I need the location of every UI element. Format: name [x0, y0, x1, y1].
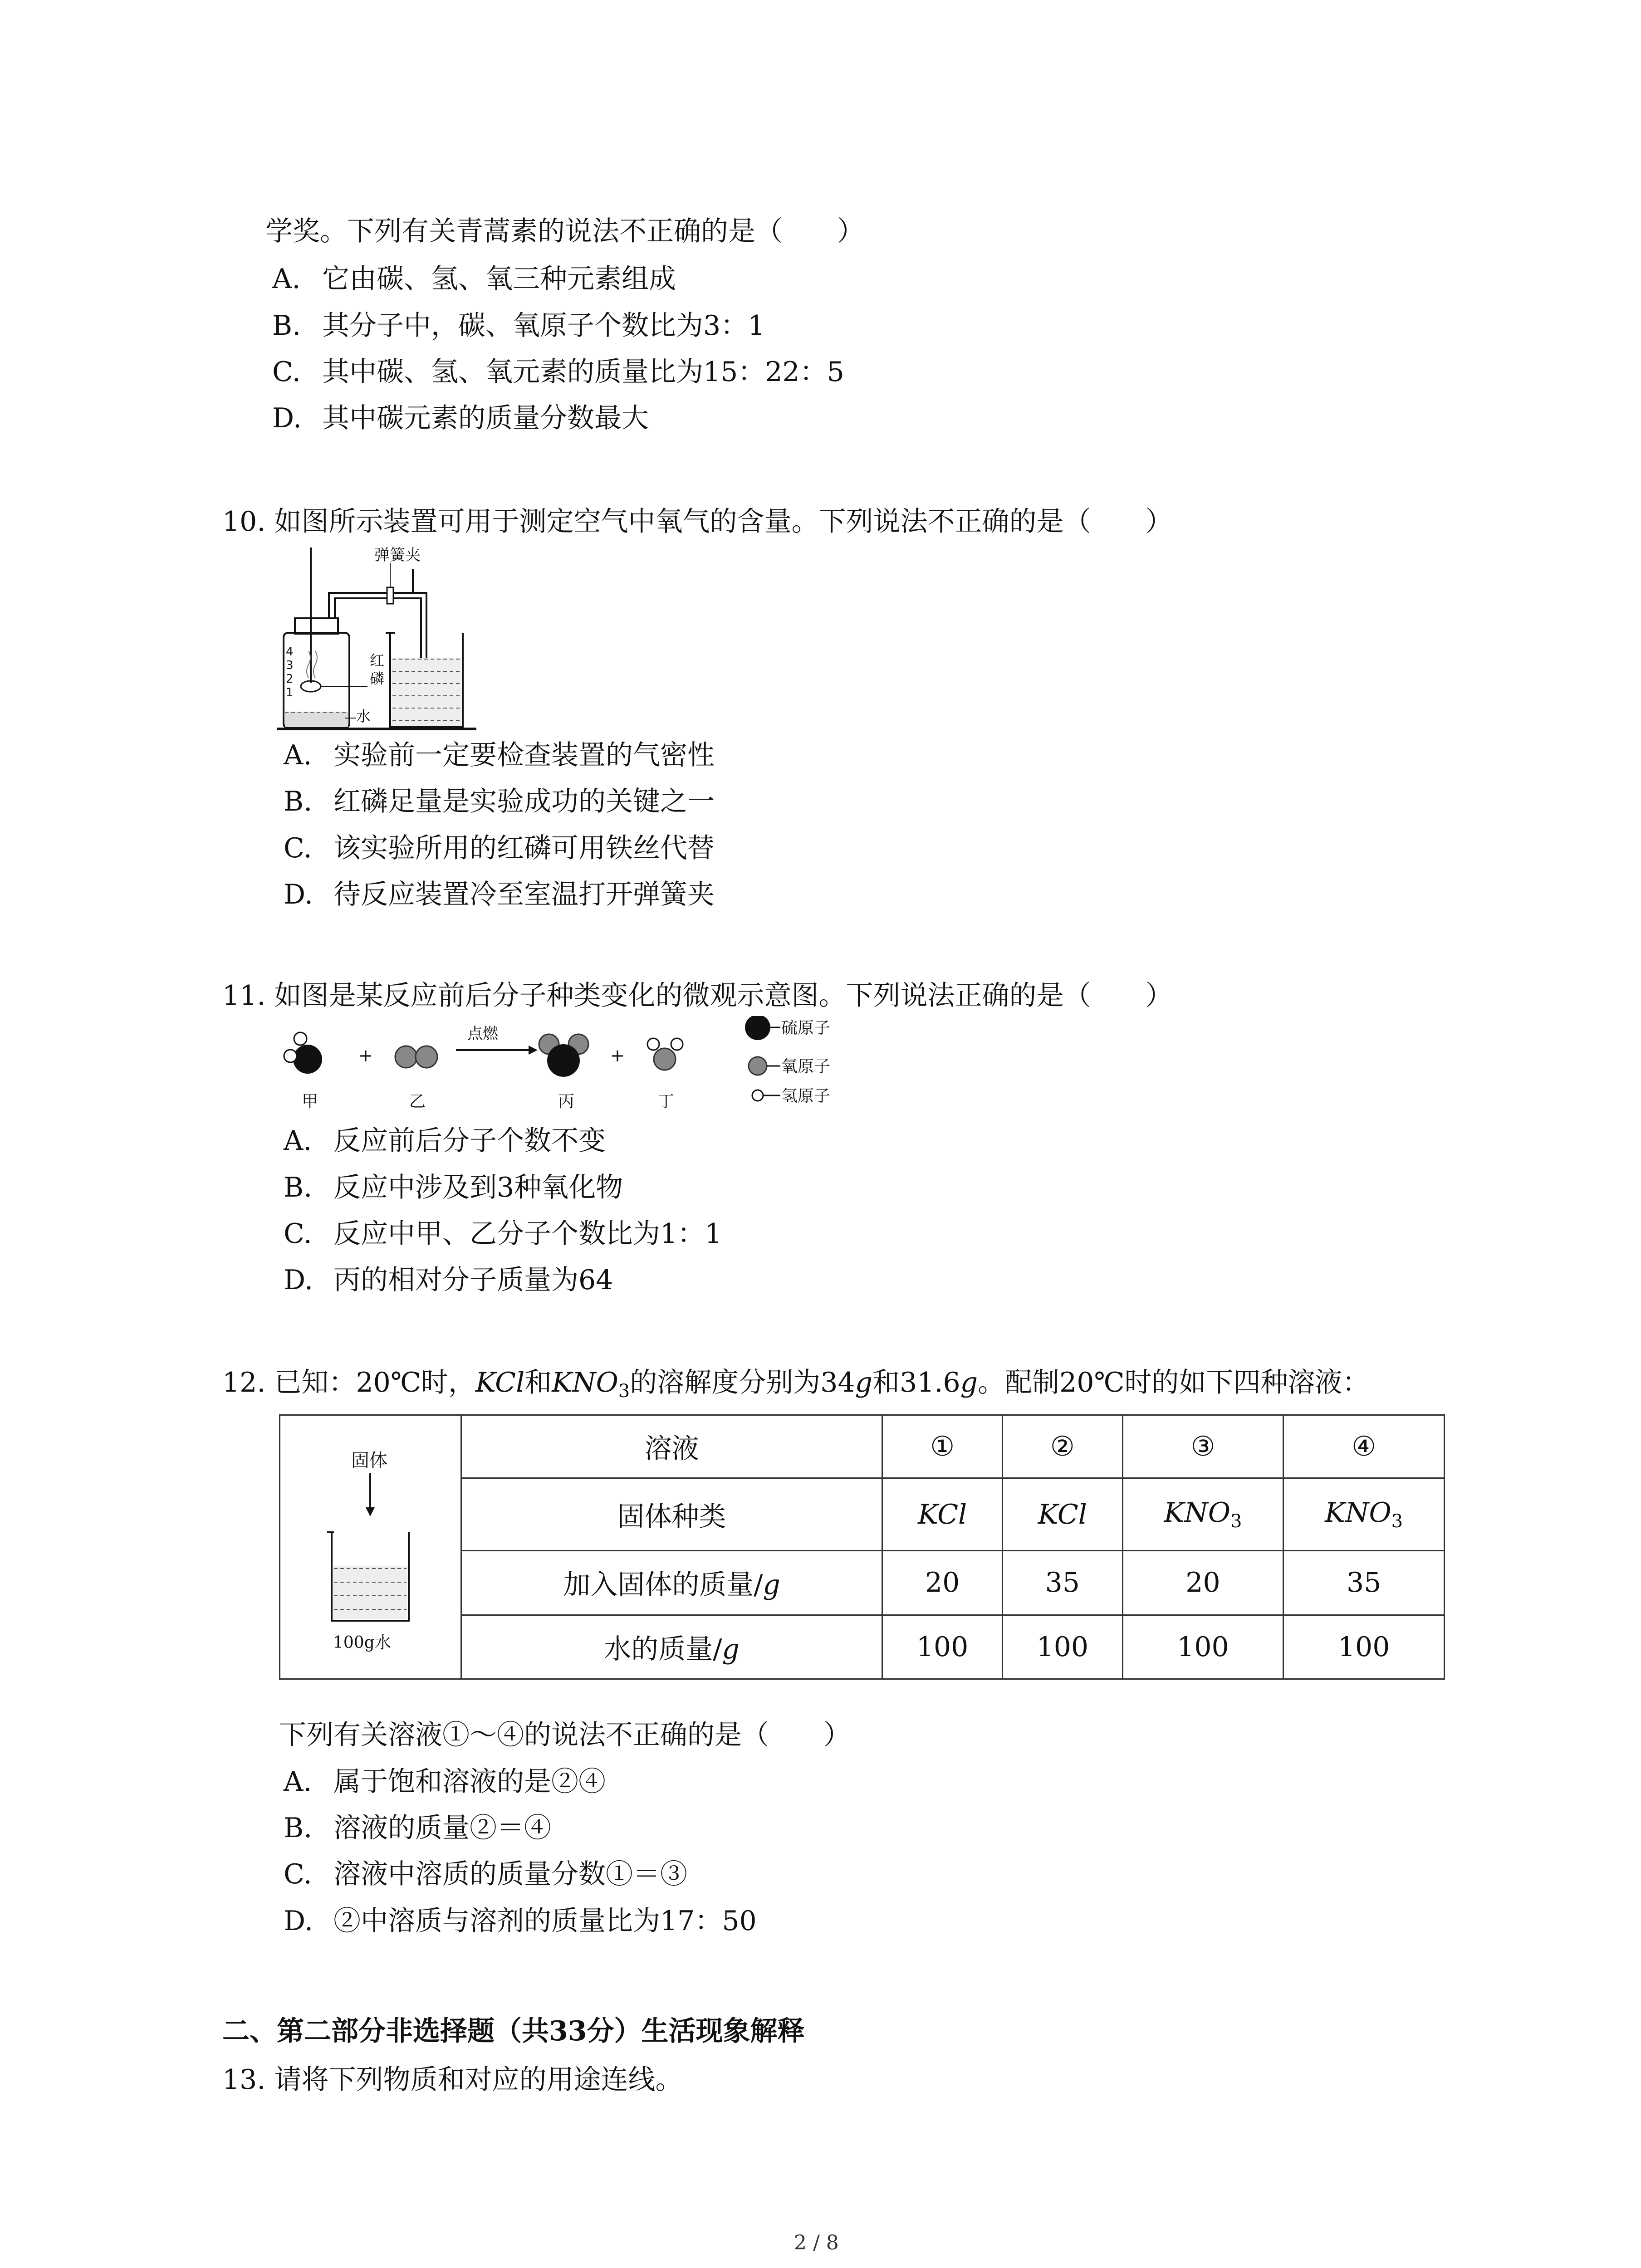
added-3: 20: [1122, 1551, 1283, 1615]
water-100g-label: 100g水: [333, 1633, 392, 1652]
solution-2: ②: [1002, 1415, 1122, 1478]
type-4: $KNO_3$: [1283, 1478, 1445, 1551]
section-heading: 二、第二部分非选择题（共33分）生活现象解释: [222, 2015, 805, 2047]
q9-stem-tail: 学奖。下列有关青蒿素的说法不正确的是（ ）: [265, 215, 864, 247]
added-4: 35: [1283, 1551, 1445, 1615]
header-water-mass: 水的质量/g: [461, 1615, 882, 1679]
plus-sign-2: +: [610, 1046, 625, 1066]
solution-table: [279, 1414, 1445, 1680]
label-jia: 甲: [302, 1092, 318, 1111]
q10-option-d: D. 待反应装置冷至室温打开弹簧夹: [284, 879, 715, 910]
beaker-figure: [302, 1430, 438, 1657]
water-4: 100: [1283, 1615, 1445, 1679]
type-2: KCl: [1002, 1478, 1122, 1551]
header-solution: 溶液: [461, 1415, 882, 1478]
q12-option-a: A. 属于饱和溶液的是②④: [284, 1766, 606, 1798]
q10-option-b: B. 红磷足量是实验成功的关键之一: [284, 786, 715, 817]
q9-option-c: C. 其中碳、氢、氧元素的质量比为15：22：5: [272, 356, 844, 388]
water-1: 100: [882, 1615, 1003, 1679]
q10-apparatus-figure: [277, 542, 485, 739]
water-label: 水: [356, 708, 371, 725]
header-added-mass: 加入固体的质量/g: [461, 1551, 882, 1615]
q10-option-a: A. 实验前一定要检查装置的气密性: [284, 739, 715, 771]
q12-stem: 12. 已知：20℃时，KCl和$KNO_3$的溶解度分别为34g和31.6g。配制20℃时的如下四种溶液：: [222, 1367, 1370, 1402]
solution-4: ④: [1283, 1415, 1445, 1478]
q12-question: 下列有关溶液①～④的说法不正确的是（ ）: [279, 1719, 851, 1751]
page-number: 2 / 8: [794, 2231, 839, 2254]
q9-option-b: B. 其分子中，碳、氧原子个数比为3：1: [272, 310, 765, 342]
clamp-label: 弹簧夹: [374, 546, 421, 564]
solution-3: ③: [1122, 1415, 1283, 1478]
q11-option-d: D. 丙的相对分子质量为64: [284, 1264, 613, 1296]
q12-option-c: C. 溶液中溶质的质量分数①＝③: [284, 1858, 687, 1890]
label-bing: 丙: [558, 1092, 575, 1111]
legend-hydrogen: 氢原子: [781, 1087, 831, 1105]
added-1: 20: [882, 1551, 1003, 1615]
type-1: KCl: [882, 1478, 1003, 1551]
legend-sulfur: 硫原子: [781, 1019, 831, 1037]
reaction-condition: 点燃: [467, 1025, 498, 1043]
q11-option-c: C. 反应中甲、乙分子个数比为1：1: [284, 1218, 722, 1250]
red-label: 红: [370, 652, 385, 669]
q12-option-d: D. ②中溶质与溶剂的质量比为17：50: [284, 1905, 757, 1937]
scale-mark-3: 3: [286, 659, 294, 672]
water-2: 100: [1002, 1615, 1122, 1679]
beaker-figure-cell: [280, 1415, 461, 1679]
q10-option-c: C. 该实验所用的红磷可用铁丝代替: [284, 832, 715, 864]
water-3: 100: [1122, 1615, 1283, 1679]
q9-option-a: A. 它由碳、氢、氧三种元素组成: [272, 263, 676, 295]
phosphorus-label: 磷: [370, 670, 385, 687]
scale-mark-4: 4: [286, 645, 294, 659]
q12-option-b: B. 溶液的质量②＝④: [284, 1812, 551, 1844]
label-ding: 丁: [658, 1092, 675, 1111]
solution-1: ①: [882, 1415, 1003, 1478]
scale-mark-1: 1: [286, 686, 294, 699]
q11-stem: 11. 如图是某反应前后分子种类变化的微观示意图。下列说法正确的是（ ）: [222, 980, 1173, 1012]
label-yi: 乙: [409, 1092, 426, 1111]
q11-option-a: A. 反应前后分子个数不变: [284, 1125, 606, 1157]
q11-reaction-figure: [277, 1016, 876, 1127]
solid-label: 固体: [351, 1450, 388, 1471]
header-solid-type: 固体种类: [461, 1478, 882, 1551]
scale-mark-2: 2: [286, 672, 294, 686]
type-3: $KNO_3$: [1122, 1478, 1283, 1551]
legend-oxygen: 氧原子: [781, 1057, 831, 1076]
plus-sign-1: +: [358, 1046, 373, 1066]
q10-stem: 10. 如图所示装置可用于测定空气中氧气的含量。下列说法不正确的是（ ）: [222, 506, 1173, 538]
q13-stem: 13. 请将下列物质和对应的用途连线。: [222, 2064, 683, 2096]
q11-option-b: B. 反应中涉及到3种氧化物: [284, 1172, 623, 1203]
q9-option-d: D. 其中碳元素的质量分数最大: [272, 402, 649, 434]
added-2: 35: [1002, 1551, 1122, 1615]
